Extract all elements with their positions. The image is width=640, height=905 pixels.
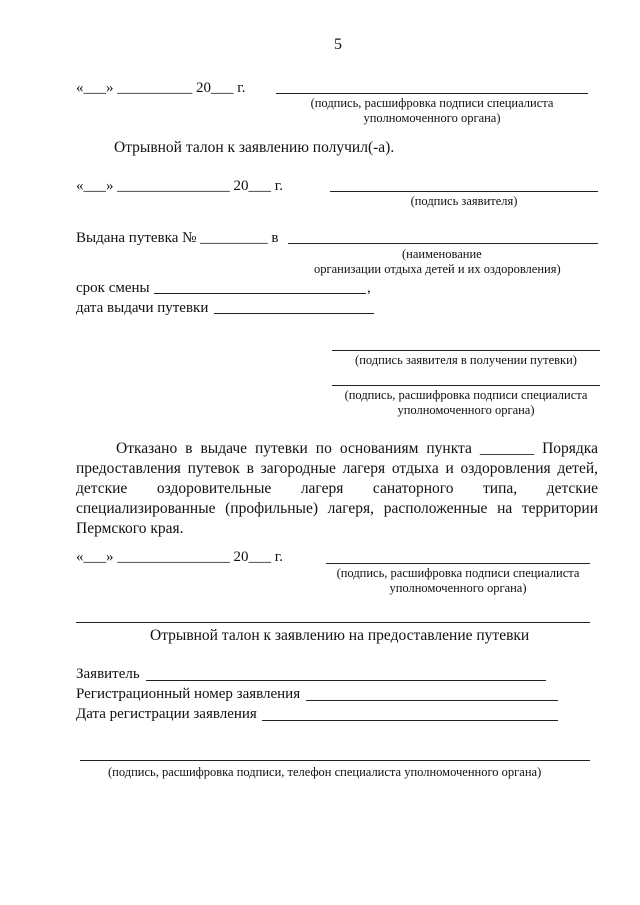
applicant-signature-caption: (подпись заявителя) xyxy=(410,194,518,208)
date-line-1: «___» __________ 20___ г. xyxy=(76,80,246,96)
voucher-receipt-caption: (подпись заявителя в получении путевки) xyxy=(355,353,577,367)
voucher-receipt-signature-line xyxy=(332,350,600,351)
voucher-specialist-caption-2: уполномоченного органа) xyxy=(397,403,535,417)
tear-off-applicant-line xyxy=(146,680,546,681)
voucher-issued-text: Выдана путевка № _________ в xyxy=(76,230,279,246)
refusal-signature-line xyxy=(326,563,590,564)
shift-period-comma: , xyxy=(367,280,371,296)
refusal-paragraph xyxy=(76,439,598,539)
refusal-line-1: Отказано в выдаче путевки по основаниям пункта _______ Порядка xyxy=(116,440,598,457)
tear-off-footer-caption: (подпись, расшифровка подписи, телефон специалиста уполномоченного органа) xyxy=(108,765,542,779)
shift-period-line xyxy=(154,293,366,294)
shift-period-label: срок смены xyxy=(76,280,150,296)
refusal-line-3: детские оздоровительные лагеря санаторного типа, детские xyxy=(76,480,598,497)
specialist-caption-1b: уполномоченного органа) xyxy=(363,111,501,125)
specialist-signature-line-1 xyxy=(276,93,588,94)
refusal-caption-2: уполномоченного органа) xyxy=(389,581,527,595)
receipt-statement: Отрывной талон к заявлению получил(-а). xyxy=(114,139,395,156)
organization-name-line xyxy=(288,243,598,244)
voucher-issue-date-label: дата выдачи путевки xyxy=(76,300,209,316)
voucher-specialist-signature-line xyxy=(332,385,600,386)
voucher-specialist-caption-1: (подпись, расшифровка подписи специалиста xyxy=(344,388,588,402)
tear-off-footer-signature-line xyxy=(80,760,590,761)
refusal-line-2: предоставления путевок в загородные лагеря отдыха и оздоровления детей, xyxy=(76,460,598,477)
organization-caption-1: (наименование xyxy=(402,247,482,261)
tear-off-divider xyxy=(76,622,590,623)
tear-off-reg-number-line xyxy=(306,700,558,701)
date-line-2: «___» _______________ 20___ г. xyxy=(76,178,283,194)
refusal-line-4: специализированные (профильные) лагеря, расположенные на территории xyxy=(76,500,598,517)
tear-off-reg-date-label: Дата регистрации заявления xyxy=(76,706,257,722)
organization-caption-2: организации отдыха детей и их оздоровления) xyxy=(314,262,561,276)
tear-off-reg-date-line xyxy=(262,720,558,721)
specialist-caption-1a: (подпись, расшифровка подписи специалиста xyxy=(310,96,554,110)
applicant-signature-line xyxy=(330,191,598,192)
refusal-date-line: «___» _______________ 20___ г. xyxy=(76,549,283,565)
refusal-line-5: Пермского края. xyxy=(76,520,184,537)
tear-off-applicant-label: Заявитель xyxy=(76,666,140,682)
tear-off-title: Отрывной талон к заявлению на предоставление путевки xyxy=(150,627,530,644)
refusal-caption-1: (подпись, расшифровка подписи специалиста xyxy=(336,566,580,580)
tear-off-reg-number-label: Регистрационный номер заявления xyxy=(76,686,301,702)
voucher-issue-date-line xyxy=(214,313,374,314)
page-number: 5 xyxy=(334,36,342,53)
